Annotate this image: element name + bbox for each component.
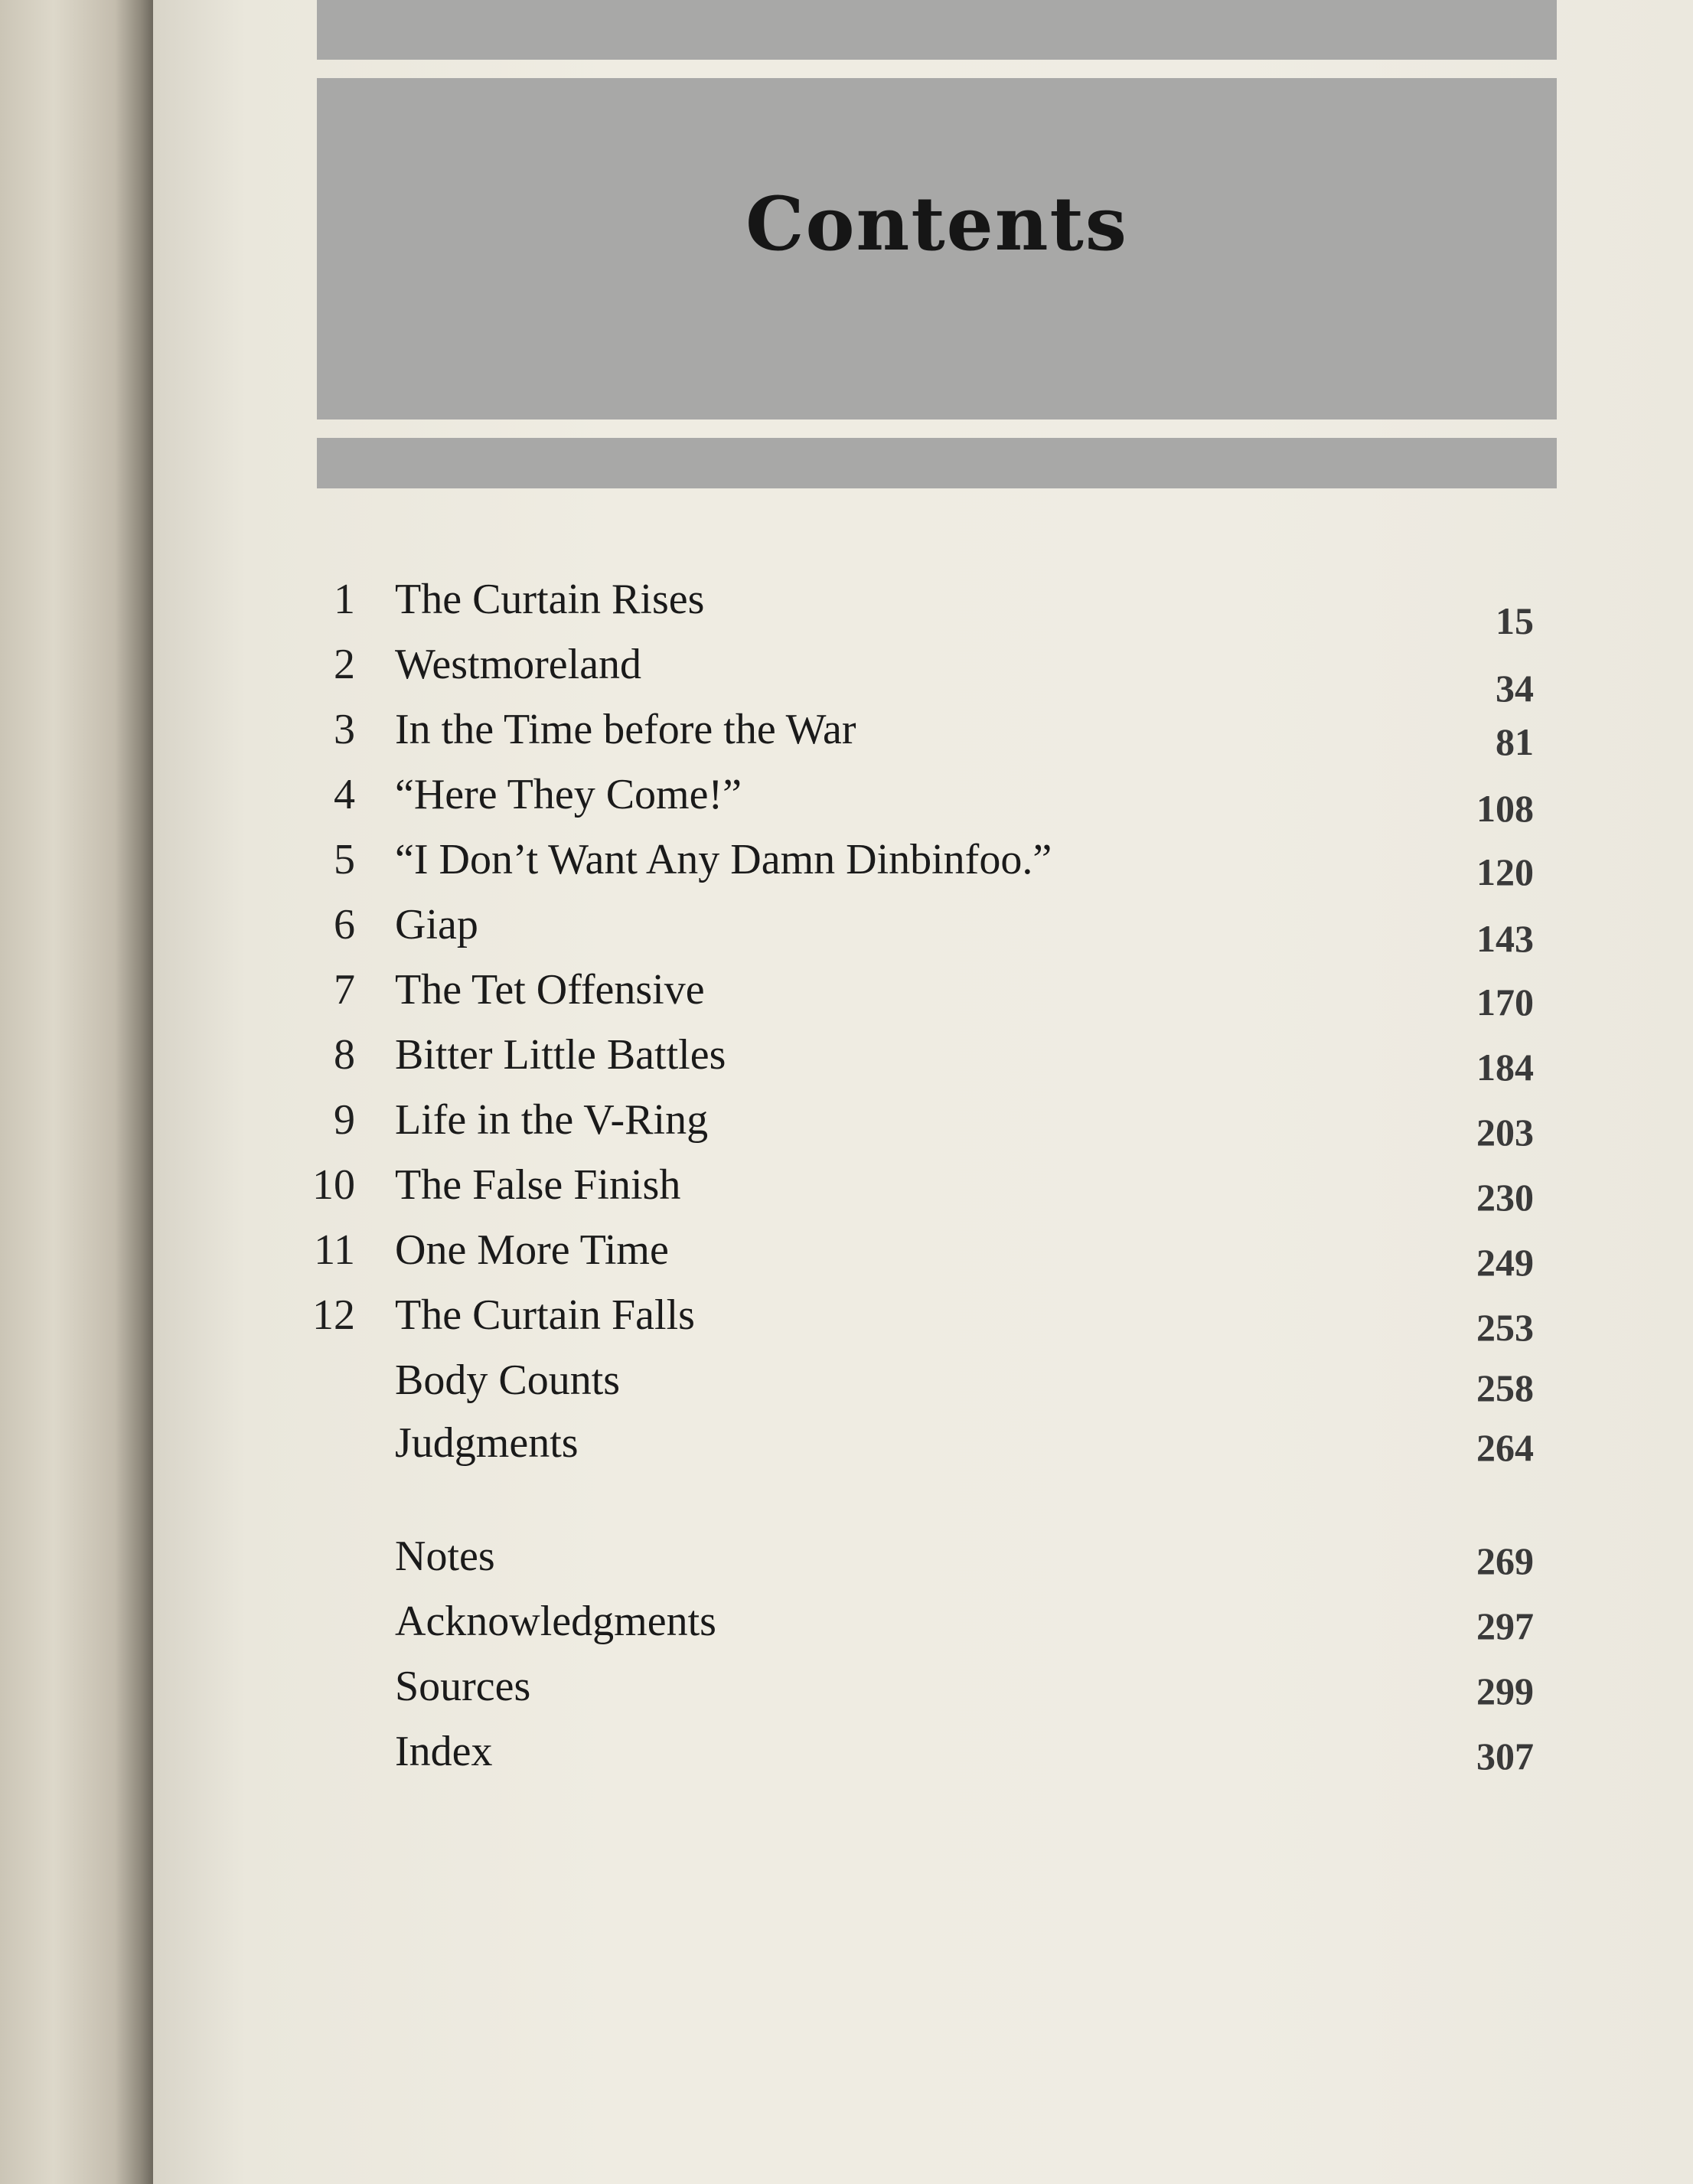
page-number: 253 bbox=[1476, 1306, 1534, 1349]
chapter-title[interactable]: Bitter Little Battles bbox=[395, 1031, 726, 1079]
toc-entry-chapter-4[interactable] bbox=[0, 768, 1693, 830]
toc-entry-chapter-1[interactable] bbox=[0, 573, 1693, 642]
chapter-number: 8 bbox=[334, 1031, 355, 1079]
toc-entry-index[interactable] bbox=[0, 1725, 1693, 1778]
chapter-number: 5 bbox=[334, 836, 355, 883]
toc-entry-chapter-3[interactable] bbox=[0, 703, 1693, 763]
back-matter-title[interactable]: Index bbox=[395, 1728, 493, 1775]
toc-entry-chapter-7[interactable] bbox=[0, 963, 1693, 1023]
chapter-number: 1 bbox=[334, 576, 355, 623]
page-number: 108 bbox=[1476, 787, 1534, 830]
toc-entry-chapter-8[interactable] bbox=[0, 1028, 1693, 1089]
chapter-number: 11 bbox=[314, 1226, 355, 1274]
back-matter-title[interactable]: Acknowledgments bbox=[395, 1598, 716, 1645]
chapter-title[interactable]: Giap bbox=[395, 901, 478, 948]
chapter-title[interactable]: The False Finish bbox=[395, 1161, 681, 1209]
chapter-number: 12 bbox=[312, 1291, 355, 1339]
toc-entry-chapter-11[interactable] bbox=[0, 1223, 1693, 1284]
toc-entry-judgments[interactable] bbox=[0, 1416, 1693, 1470]
toc-entry-chapter-6[interactable] bbox=[0, 898, 1693, 960]
back-matter-title[interactable]: Sources bbox=[395, 1663, 531, 1710]
toc-entry-acknowledgments[interactable] bbox=[0, 1595, 1693, 1648]
page-number: 264 bbox=[1476, 1426, 1534, 1469]
chapter-number: 9 bbox=[334, 1096, 355, 1144]
page-number: 184 bbox=[1476, 1046, 1534, 1089]
toc-entry-chapter-2[interactable] bbox=[0, 638, 1693, 710]
chapter-title[interactable]: One More Time bbox=[395, 1226, 669, 1274]
chapter-title[interactable]: Life in the V-Ring bbox=[395, 1096, 709, 1144]
chapter-number: 10 bbox=[312, 1161, 355, 1209]
chapter-title[interactable]: “Here They Come!” bbox=[395, 771, 742, 818]
toc-entry-chapter-12[interactable] bbox=[0, 1288, 1693, 1349]
page-number: 170 bbox=[1476, 981, 1534, 1023]
page-number: 299 bbox=[1476, 1670, 1534, 1712]
chapter-title[interactable]: The Tet Offensive bbox=[395, 966, 705, 1014]
chapter-title[interactable]: The Curtain Rises bbox=[395, 576, 705, 623]
section-title[interactable]: Judgments bbox=[395, 1419, 579, 1467]
chapter-number: 2 bbox=[334, 641, 355, 688]
chapter-number: 3 bbox=[334, 706, 355, 753]
page-number: 81 bbox=[1496, 720, 1534, 763]
page-number: 143 bbox=[1476, 917, 1534, 960]
page-number: 258 bbox=[1476, 1366, 1534, 1409]
chapter-number: 4 bbox=[334, 771, 355, 818]
toc-entry-chapter-9[interactable] bbox=[0, 1093, 1693, 1154]
page-number: 307 bbox=[1476, 1735, 1534, 1778]
chapter-title[interactable]: The Curtain Falls bbox=[395, 1291, 695, 1339]
page-number: 203 bbox=[1476, 1111, 1534, 1154]
page-number: 120 bbox=[1476, 850, 1534, 893]
back-matter-title[interactable]: Notes bbox=[395, 1533, 495, 1580]
toc-entry-notes[interactable] bbox=[0, 1529, 1693, 1583]
chapter-number: 6 bbox=[334, 901, 355, 948]
page-title: Contents bbox=[745, 181, 1128, 267]
chapter-number: 7 bbox=[334, 966, 355, 1014]
section-title[interactable]: Body Counts bbox=[395, 1356, 621, 1404]
chapter-title[interactable]: “I Don’t Want Any Damn Dinbinfoo.” bbox=[395, 836, 1052, 883]
toc-entry-chapter-10[interactable] bbox=[0, 1158, 1693, 1219]
page-number: 297 bbox=[1476, 1605, 1534, 1647]
page-number: 249 bbox=[1476, 1241, 1534, 1284]
page-number: 269 bbox=[1476, 1539, 1534, 1582]
page-number: 230 bbox=[1476, 1176, 1534, 1219]
toc-entry-sources[interactable] bbox=[0, 1660, 1693, 1713]
chapter-title[interactable]: Westmoreland bbox=[395, 641, 642, 688]
toc-entry-chapter-5[interactable] bbox=[0, 833, 1693, 893]
chapter-title[interactable]: In the Time before the War bbox=[395, 706, 856, 753]
page-number: 15 bbox=[1496, 599, 1534, 642]
page-number: 34 bbox=[1496, 667, 1534, 710]
toc-entry-body-counts[interactable] bbox=[0, 1353, 1693, 1407]
